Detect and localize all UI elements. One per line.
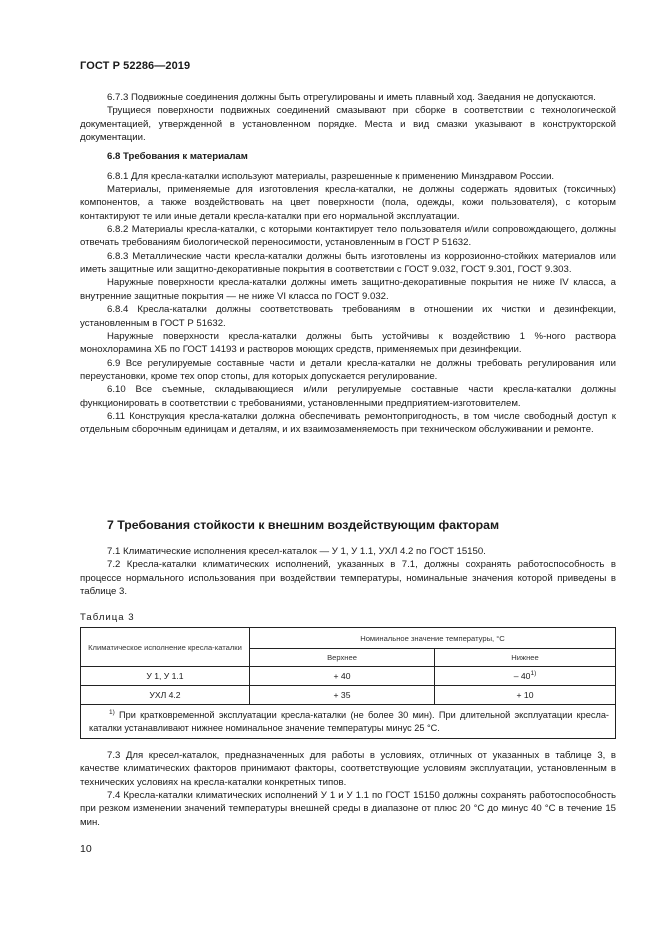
paragraph: Наружные поверхности кресла-каталки должны быть устойчивы к воздействию 1 %-ного раствора монохлорамина ХБ по ГОСТ 14193 и растворов моющих средств, применяемых при дезинфекции.	[80, 330, 616, 356]
footnote-mark: 1)	[109, 708, 115, 716]
paragraph: 6.8.1 Для кресла-каталки используют материалы, разрешенные к применению Минздравом России.	[107, 170, 555, 182]
table-header-execution: Климатическое исполнение кресла-каталки	[81, 628, 250, 667]
table-row	[81, 686, 616, 705]
footnote-text: При кратковременной эксплуатации кресла-каталки (не более 30 мин). При длительной эксплуатации кресла-каталки устанавливают нижнее номинальное значение температуры минус 25 °С.	[89, 710, 609, 733]
paragraph: Наружные поверхности кресла-каталки должны иметь защитно-декоративные покрытия не ниже IV класса, а внутренние защитные покрытия — не ниже VI класса по ГОСТ 9.032.	[80, 277, 616, 302]
paragraph: 6.9 Все регулируемые составные части и детали кресла-каталки не должны требовать регулирования или переустановки, кроме тех опор стопы, для которых допускается регулирование.	[80, 357, 616, 382]
document-header: ГОСТ Р 52286—2019	[80, 60, 191, 72]
lower-value: – 40	[513, 671, 531, 681]
table-cell-upper: + 35	[250, 686, 435, 705]
paragraph: 6.7.3 Подвижные соединения должны быть отрегулированы и иметь плавный ход. Заедания не допускаются.	[107, 92, 596, 103]
paragraph: 6.10 Все съемные, складывающиеся и/или регулируемые составные части кресла-каталки должны функционировать в соответствии с требованиями, установленными предприятием-изготовителем.	[80, 384, 616, 409]
table-cell-lower: + 10	[435, 686, 616, 705]
table-header-lower: Нижнее	[435, 649, 616, 667]
table-cell-execution: УХЛ 4.2	[81, 686, 250, 705]
paragraph: 6.8.3 Металлические части кресла-каталки должны быть изготовлены из коррозионно-стойких материалов или иметь защитные или защитно-декоративные покрытия в соответствии с ГОСТ 9.032, ГОСТ 9.301, ГОСТ 9.303.	[80, 250, 616, 276]
paragraph: 6.11 Конструкция кресла-каталки должна обеспечивать ремонтопригодность, в том числе свободный доступ к отдельным сборочным единицам и деталям, и их взаимозаменяемость при техническом обслуживании и ремонте.	[80, 410, 616, 436]
subsection-heading: 6.8 Требования к материалам	[107, 151, 248, 163]
footnote-ref: 1)	[530, 670, 537, 678]
table-cell-lower	[435, 667, 616, 686]
table-cell-execution: У 1, У 1.1	[81, 667, 250, 686]
section-7-title: 7 Требования стойкости к внешним воздействующим факторам	[107, 518, 500, 532]
page-number: 10	[80, 843, 92, 855]
paragraph: 6.8.4 Кресла-каталки должны соответствовать требованиям в отношении их чистки и дезинфекции, установленным в ГОСТ Р 51632.	[80, 304, 616, 329]
table-footnote	[81, 705, 616, 739]
table-header-upper: Верхнее	[250, 649, 435, 667]
footnote-text-wrap	[89, 709, 609, 734]
paragraph: 7.2 Кресла-каталки климатических исполнений, указанных в 7.1, должны сохранять работоспособность в процессе нормального использования при воздействии температуры, номинальные значения которой приведены в таблице 3.	[80, 559, 616, 598]
paragraph: 6.8.2 Материалы кресла-каталки, с которыми контактирует тело пользователя и/или сопровождающего, должны отвечать требованиям биологической переносимости, установленным в ГОСТ Р 51632.	[80, 224, 616, 249]
section-6-body	[80, 91, 616, 437]
paragraph: 7.4 Кресла-каталки климатических исполнений У 1 и У 1.1 по ГОСТ 15150 должны сохранять работоспособность при резком изменении значений температуры внешней среды в диапазоне от плюс 20 °С до минус 40 °С в течение 15 мин.	[80, 790, 616, 828]
table-caption: Таблица 3	[80, 612, 135, 623]
paragraph: Материалы, применяемые для изготовления кресла-каталки, не должны содержать ядовитых (токсичных) компонентов, а также воздействовать на цвет поверхности (пола, одежды, кожи пользователя), с которым контактируют те или иные детали кресла-каталки при его нормальной эксплуатации.	[80, 184, 616, 222]
table-cell-upper: + 40	[250, 667, 435, 686]
section-7-body	[80, 545, 616, 598]
section-7-continued	[80, 749, 616, 829]
temperature-table	[80, 627, 616, 739]
table-header-temperature: Номинальное значение температуры, °С	[250, 628, 616, 649]
paragraph: 7.1 Климатические исполнения кресел-каталок — У 1, У 1.1, УХЛ 4.2 по ГОСТ 15150.	[107, 546, 486, 557]
paragraph: Трущиеся поверхности подвижных соединений смазывают при сборке в соответствии с технологической документацией, утвержденной в установленном порядке. Места и вид смазки указывают в конструкторской документации.	[80, 105, 616, 144]
table-footnote-row	[81, 705, 616, 739]
table-row	[81, 667, 616, 686]
paragraph: 7.3 Для кресел-каталок, предназначенных для работы в условиях, отличных от указанных в таблице 3, в качестве климатических факторов принимают факторы, соответствующие условиям эксплуатации, установленным в технических условиях на кресла-каталки конкретных типов.	[80, 750, 616, 788]
